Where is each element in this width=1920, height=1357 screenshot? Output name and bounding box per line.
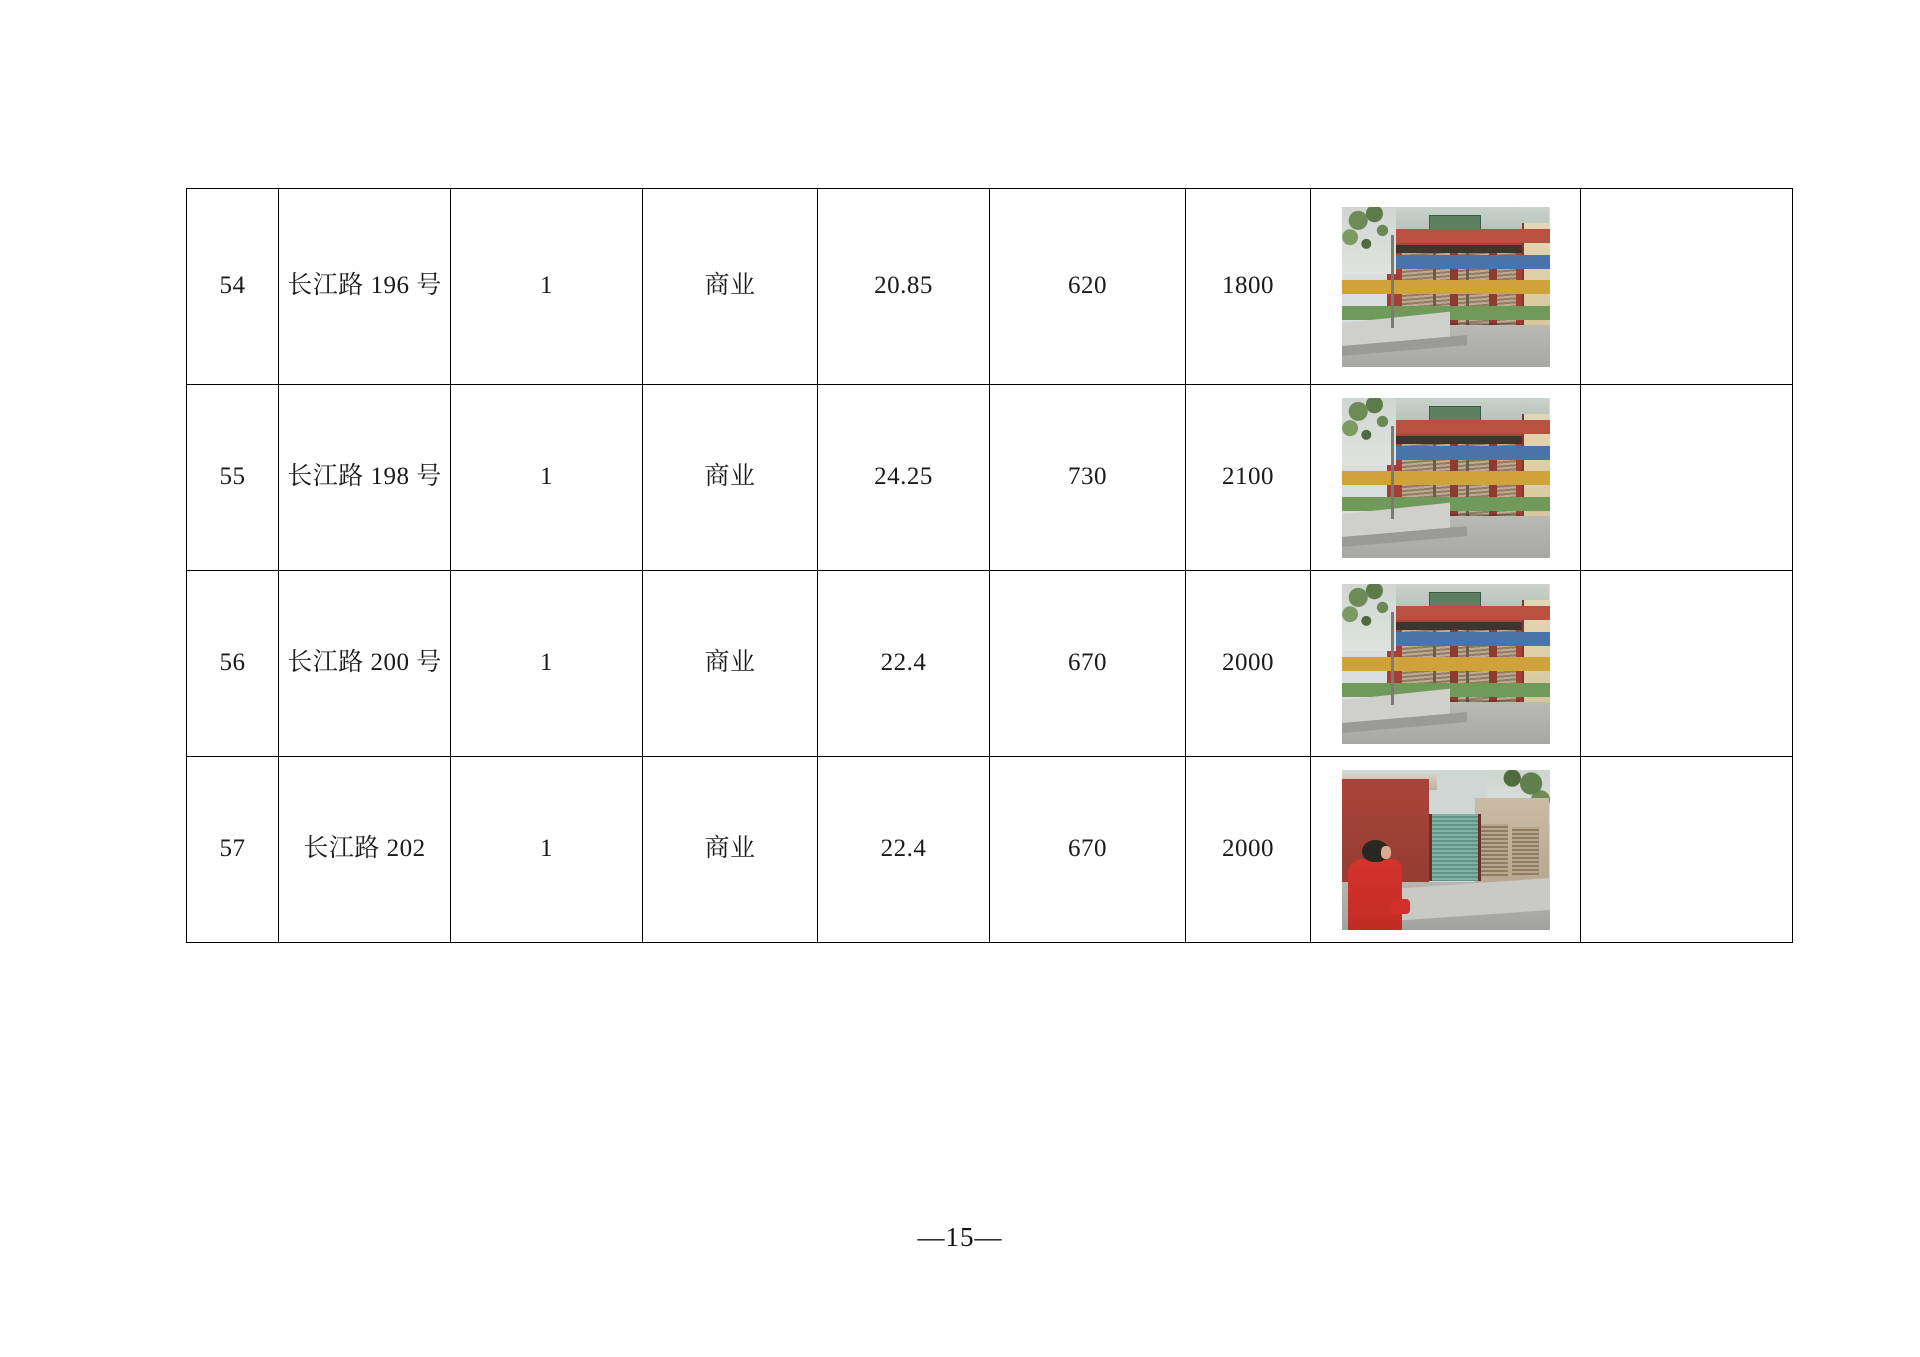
row-index: 55 — [187, 385, 279, 571]
row-unit-price: 670 — [990, 571, 1186, 757]
row-note — [1581, 189, 1793, 385]
row-total: 1800 — [1186, 189, 1311, 385]
street-shutters-photo — [1342, 398, 1550, 558]
table-row — [187, 571, 1793, 757]
row-address: 长江路 200 号 — [279, 571, 451, 757]
row-quantity: 1 — [451, 385, 643, 571]
row-area: 22.4 — [818, 571, 990, 757]
row-note — [1581, 385, 1793, 571]
row-note — [1581, 757, 1793, 943]
street-person-photo — [1342, 770, 1550, 930]
row-area: 20.85 — [818, 189, 990, 385]
row-photo-cell — [1311, 571, 1581, 757]
row-photo-cell — [1311, 757, 1581, 943]
row-unit-price: 620 — [990, 189, 1186, 385]
row-unit-price: 670 — [990, 757, 1186, 943]
row-area: 22.4 — [818, 757, 990, 943]
table-row — [187, 385, 1793, 571]
row-note — [1581, 571, 1793, 757]
table-row — [187, 757, 1793, 943]
row-usage: 商业 — [643, 385, 818, 571]
row-quantity: 1 — [451, 189, 643, 385]
row-quantity: 1 — [451, 571, 643, 757]
row-unit-price: 730 — [990, 385, 1186, 571]
row-total: 2000 — [1186, 757, 1311, 943]
row-usage: 商业 — [643, 757, 818, 943]
row-total: 2000 — [1186, 571, 1311, 757]
row-usage: 商业 — [643, 189, 818, 385]
row-area: 24.25 — [818, 385, 990, 571]
row-quantity: 1 — [451, 757, 643, 943]
row-index: 54 — [187, 189, 279, 385]
table-row — [187, 189, 1793, 385]
row-photo-cell — [1311, 385, 1581, 571]
street-shutters-photo — [1342, 584, 1550, 744]
row-photo-cell — [1311, 189, 1581, 385]
page-number: —15— — [917, 1222, 1003, 1252]
street-shutters-photo — [1342, 207, 1550, 367]
row-address: 长江路 202 — [279, 757, 451, 943]
row-index: 57 — [187, 757, 279, 943]
row-address: 长江路 196 号 — [279, 189, 451, 385]
property-listing-table — [186, 188, 1793, 943]
row-index: 56 — [187, 571, 279, 757]
row-usage: 商业 — [643, 571, 818, 757]
row-total: 2100 — [1186, 385, 1311, 571]
row-address: 长江路 198 号 — [279, 385, 451, 571]
